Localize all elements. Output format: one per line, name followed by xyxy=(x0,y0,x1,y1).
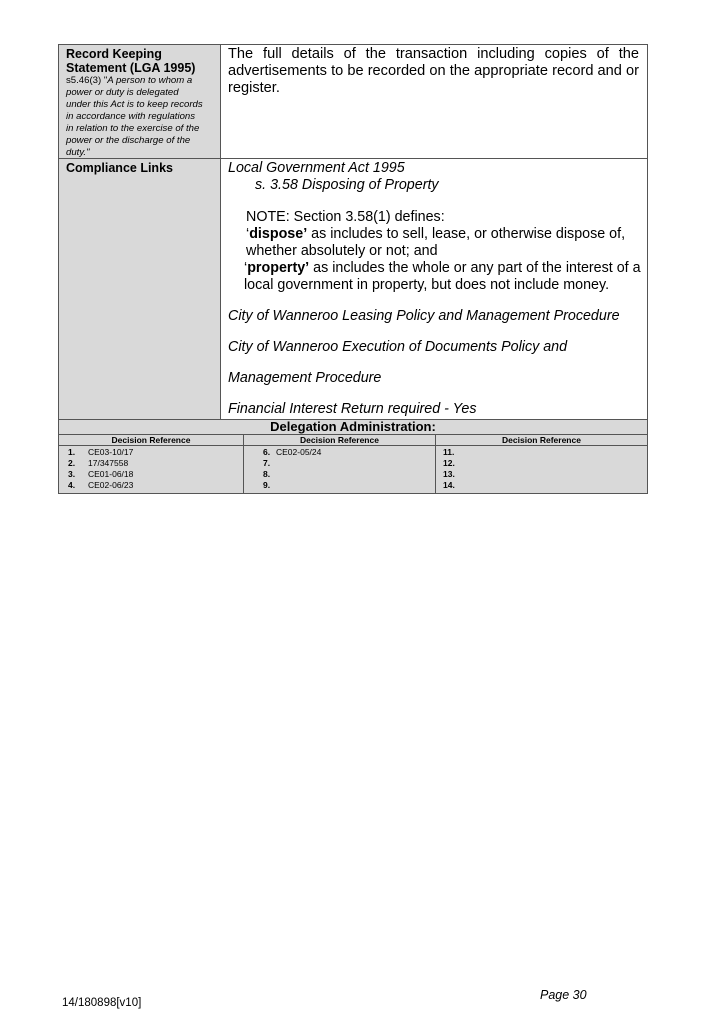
compliance-links-row xyxy=(59,159,647,420)
compliance-dispose-definition: ‘dispose’ as includes to sell, lease, or otherwise dispose of, xyxy=(246,226,626,242)
compliance-links-content-cell xyxy=(221,159,649,419)
compliance-policy-leasing: City of Wanneroo Leasing Policy and Management Procedure xyxy=(228,308,620,324)
decision-reference-item: 6. CE02-05/24 xyxy=(263,447,322,457)
dispose-term: dispose’ xyxy=(249,226,308,242)
compliance-note-intro: NOTE: Section 3.58(1) defines: xyxy=(246,209,445,225)
decision-reference-header: Decision Reference xyxy=(436,435,647,446)
compliance-property-definition: ‘property’ as includes the whole or any part of the interest of a xyxy=(244,260,641,276)
record-keeping-title: Record Keeping Statement (LGA 1995) xyxy=(66,47,196,75)
compliance-section: s. 3.58 Disposing of Property xyxy=(255,177,439,193)
compliance-links-label-cell xyxy=(59,159,221,419)
delegation-table xyxy=(58,44,648,494)
record-keeping-statement: The full details of the transaction including copies of the advertisements to be recorded on the appropriate record and or register. xyxy=(228,46,639,96)
decision-reference-item: 4. CE02-06/23 xyxy=(68,480,134,490)
compliance-act: Local Government Act 1995 xyxy=(228,160,405,176)
record-keeping-content-cell xyxy=(221,45,647,158)
decision-reference-item: 7. xyxy=(263,458,271,468)
delegation-admin-title: Delegation Administration: xyxy=(59,420,647,435)
decision-reference-item: 2. 17/347558 xyxy=(68,458,129,468)
property-term: property’ xyxy=(247,260,310,276)
decision-reference-header: Decision Reference xyxy=(59,435,243,446)
decision-reference-item: 3. CE01-06/18 xyxy=(68,469,134,479)
compliance-policy-execution: City of Wanneroo Execution of Documents Policy and xyxy=(228,339,568,355)
decision-reference-column-3 xyxy=(436,435,647,493)
record-keeping-reference: s5.46(3) "A person to whom a power or duty is delegated under this Act is to keep records in accordance with regulations in relation to the exercise of the power or the discharge of the duty." xyxy=(66,75,203,158)
decision-reference-item: 8. xyxy=(263,469,271,479)
decision-reference-item: 11. xyxy=(443,447,455,457)
document-reference: 14/180898[v10] xyxy=(62,997,142,1009)
record-keeping-row xyxy=(59,45,647,159)
compliance-links-title: Compliance Links xyxy=(66,161,173,175)
decision-reference-column-2 xyxy=(244,435,436,493)
page-number: Page 30 xyxy=(540,988,587,1002)
decision-reference-column-1 xyxy=(59,435,244,493)
compliance-policy-execution-cont: Management Procedure xyxy=(228,370,382,386)
decision-reference-item: 1. CE03-10/17 xyxy=(68,447,134,457)
decision-reference-item: 9. xyxy=(263,480,271,490)
compliance-dispose-definition-cont: whether absolutely or not; and xyxy=(246,243,438,259)
record-keeping-label-cell xyxy=(59,45,221,158)
decision-reference-header: Decision Reference xyxy=(244,435,435,446)
compliance-financial-interest: Financial Interest Return required - Yes xyxy=(228,401,477,417)
decision-reference-item: 12. xyxy=(443,458,455,468)
delegation-admin-table xyxy=(59,435,647,493)
decision-reference-item: 13. xyxy=(443,469,455,479)
decision-reference-item: 14. xyxy=(443,480,455,490)
compliance-property-definition-cont: local government in property, but does not include money. xyxy=(244,277,610,293)
